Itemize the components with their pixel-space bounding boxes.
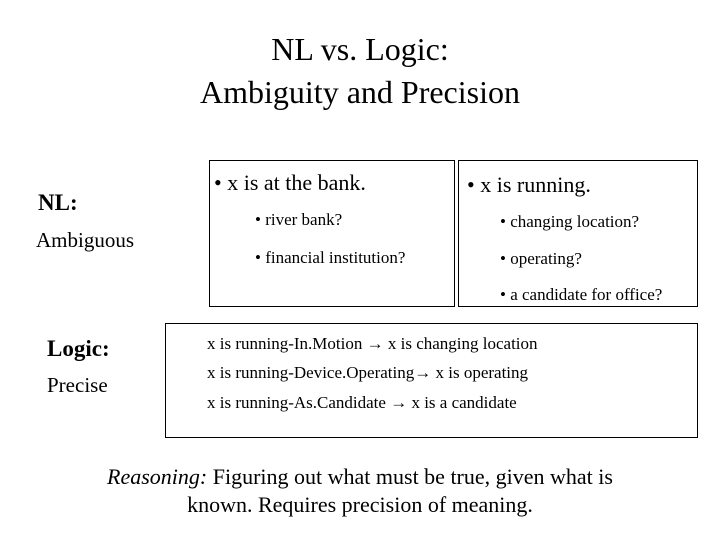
reasoning-label: Reasoning: [107,464,208,489]
slide-title-line2: Ambiguity and Precision [200,74,520,110]
running-reading-operating: • operating? [500,249,582,268]
reasoning-line1-text: Figuring out what must be true, given what is [207,464,613,489]
reasoning-line1 [0,463,720,491]
logic-formula-candidate: x is running-As.Candidate → x is a candidate [207,393,517,412]
bank-reading-financial: • financial institution? [255,248,406,267]
logic-heading: Logic: [47,336,110,361]
logic-formula-device: x is running-Device.Operating→ x is operating [207,363,529,382]
running-reading-location: • changing location? [500,212,640,231]
bank-reading-river: • river bank? [255,210,343,229]
reasoning-line2: known. Requires precision of meaning. [187,492,533,517]
logic-subheading: Precise [47,373,108,397]
logic-formula-motion: x is running-In.Motion → x is changing location [207,334,538,353]
nl-heading: NL: [38,190,78,215]
bank-example-title: • x is at the bank. [214,170,366,195]
running-example-title: • x is running. [467,172,591,197]
nl-subheading: Ambiguous [36,228,135,252]
slide-title-line1: NL vs. Logic: [271,31,449,67]
running-reading-candidate: • a candidate for office? [500,285,663,304]
